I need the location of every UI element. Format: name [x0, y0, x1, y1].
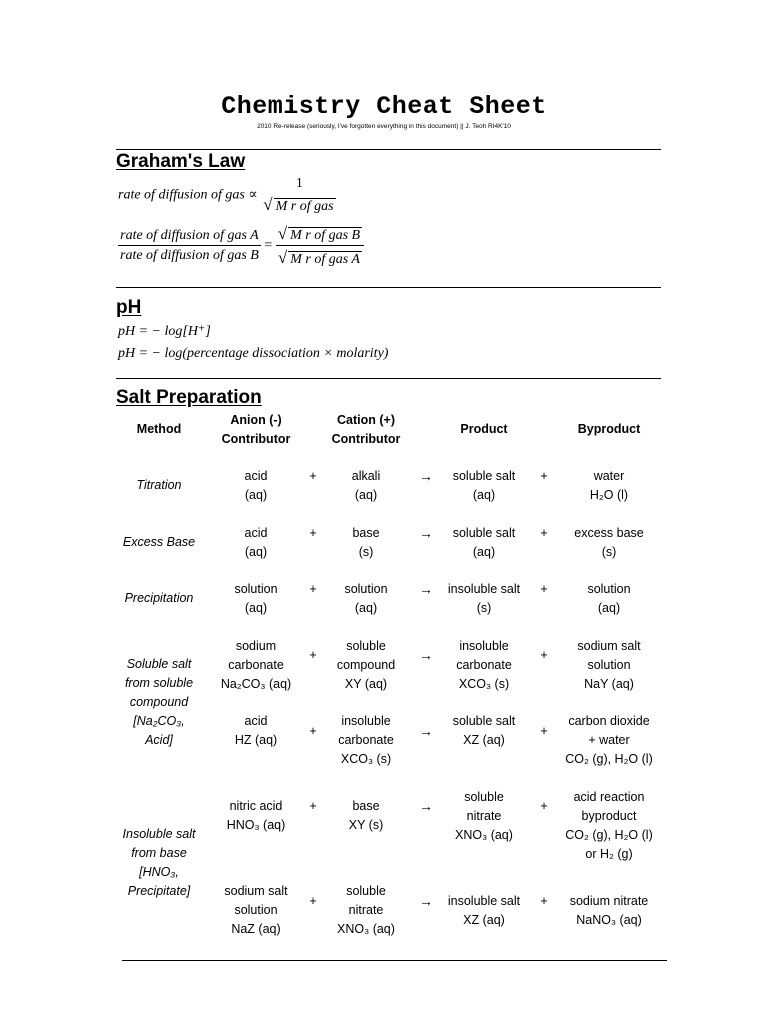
proportional-symbol: ∝: [248, 187, 258, 203]
soluble-a-cation: soluble compound XY (aq): [336, 639, 396, 691]
plus-sign: +: [540, 526, 548, 540]
arrow-icon: →: [419, 525, 433, 541]
plus-sign: +: [309, 469, 317, 483]
ph-equation-1: pH = − log[H⁺]: [118, 324, 211, 339]
eq2-numerator: rate of diffusion of gas A: [120, 228, 259, 243]
plus-sign: +: [309, 582, 317, 596]
column-header-anion: Anion (-) Contributor: [221, 413, 291, 446]
column-header-cation: Cation (+) Contributor: [331, 413, 401, 446]
insoluble-a-anion: nitric acid HNO₃ (aq): [226, 799, 286, 832]
plus-sign: +: [540, 469, 548, 483]
excess-base-byproduct: excess base (s): [574, 526, 644, 559]
plus-sign: +: [540, 894, 548, 908]
divider: [116, 287, 661, 288]
page-subtitle: 2010 Re-release (seriously, I've forgotten everything in this document) || J. Teoh RI4K'10: [257, 123, 511, 130]
arrow-icon: →: [419, 723, 433, 739]
arrow-icon: →: [419, 581, 433, 597]
insoluble-a-product: soluble nitrate XNO₃ (aq): [455, 790, 513, 842]
plus-sign: +: [309, 526, 317, 540]
precipitation-byproduct: solution (aq): [587, 582, 631, 615]
plus-sign: +: [540, 799, 548, 813]
plus-sign: +: [540, 648, 548, 662]
column-header-method: Method: [136, 422, 182, 436]
titration-byproduct: water H₂O (l): [589, 469, 629, 502]
eq2-root-numerator: M r of gas B: [290, 228, 361, 243]
eq2-denominator: rate of diffusion of gas B: [118, 245, 261, 264]
eq1-numerator: 1: [295, 176, 303, 191]
column-header-byproduct: Byproduct: [577, 422, 641, 436]
titration-cation: alkali (aq): [351, 469, 381, 502]
precipitation-anion: solution (aq): [234, 582, 278, 615]
method-soluble-salt: Soluble salt from soluble compound [Na₂CO₃, Acid]: [124, 657, 194, 747]
excess-base-product: soluble salt (aq): [452, 526, 516, 559]
soluble-b-anion: acid HZ (aq): [234, 714, 278, 747]
page-title: Chemistry Cheat Sheet: [221, 92, 547, 121]
insoluble-a-byproduct: acid reaction byproduct CO₂ (g), H₂O (l) or H₂ (g): [565, 790, 653, 861]
soluble-b-product: soluble salt XZ (aq): [452, 714, 516, 747]
precipitation-product: insoluble salt (s): [447, 582, 521, 615]
soluble-a-anion: sodium carbonate Na₂CO₃ (aq): [220, 639, 292, 691]
excess-base-anion: acid (aq): [244, 526, 268, 559]
insoluble-a-cation: base XY (s): [348, 799, 384, 832]
method-precipitation: Precipitation: [124, 591, 194, 605]
divider: [116, 378, 661, 379]
section-heading-grahams-law: Graham's Law: [116, 151, 246, 172]
plus-sign: +: [540, 724, 548, 738]
insoluble-b-anion: sodium salt solution NaZ (aq): [224, 884, 288, 936]
grahams-law-equation-1: rate of diffusion of gas ∝ 1 √ M r of gas: [118, 176, 338, 215]
arrow-icon: →: [419, 468, 433, 484]
titration-anion: acid (aq): [244, 469, 268, 502]
method-titration: Titration: [136, 478, 182, 492]
soluble-b-cation: insoluble carbonate XCO₃ (s): [338, 714, 394, 766]
method-excess-base: Excess Base: [122, 535, 196, 549]
insoluble-b-cation: soluble nitrate XNO₃ (aq): [337, 884, 395, 936]
excess-base-cation: base (s): [352, 526, 380, 559]
soluble-a-byproduct: sodium salt solution NaY (aq): [577, 639, 641, 691]
divider: [122, 960, 667, 961]
divider: [116, 149, 661, 150]
eq1-radicand: M r of gas: [275, 199, 334, 214]
method-insoluble-salt: Insoluble salt from base [HNO₃, Precipitate]: [122, 827, 196, 898]
soluble-a-product: insoluble carbonate XCO₃ (s): [456, 639, 512, 691]
insoluble-b-product: insoluble salt XZ (aq): [447, 894, 521, 927]
grahams-law-equation-2: $\frac{\text{rate of diffusion of gas A}}{\text{rate of diffusion of gas B}}$ = $\frac{\text{√ M r of gas B}}{\text{√ M r of gas A}}$: [118, 224, 364, 268]
plus-sign: +: [309, 724, 317, 738]
plus-sign: +: [309, 648, 317, 662]
section-heading-ph: pH: [116, 297, 142, 318]
arrow-icon: →: [419, 893, 433, 909]
section-heading-salt-preparation: Salt Preparation: [116, 387, 262, 408]
insoluble-b-byproduct: sodium nitrate NaNO₃ (aq): [569, 894, 649, 927]
column-header-product: Product: [460, 422, 508, 436]
arrow-icon: →: [419, 647, 433, 663]
eq2-root-denominator: M r of gas A: [290, 252, 360, 267]
ph-equation-2: pH = − log(percentage dissociation × molarity): [118, 346, 389, 361]
arrow-icon: →: [419, 798, 433, 814]
equals-symbol: =: [264, 238, 273, 254]
precipitation-cation: solution (aq): [344, 582, 388, 615]
plus-sign: +: [309, 799, 317, 813]
titration-product: soluble salt (aq): [452, 469, 516, 502]
plus-sign: +: [309, 894, 317, 908]
soluble-b-byproduct: carbon dioxide + water CO₂ (g), H₂O (l): [565, 714, 653, 766]
plus-sign: +: [540, 582, 548, 596]
eq1-lhs: rate of diffusion of gas: [118, 187, 245, 203]
